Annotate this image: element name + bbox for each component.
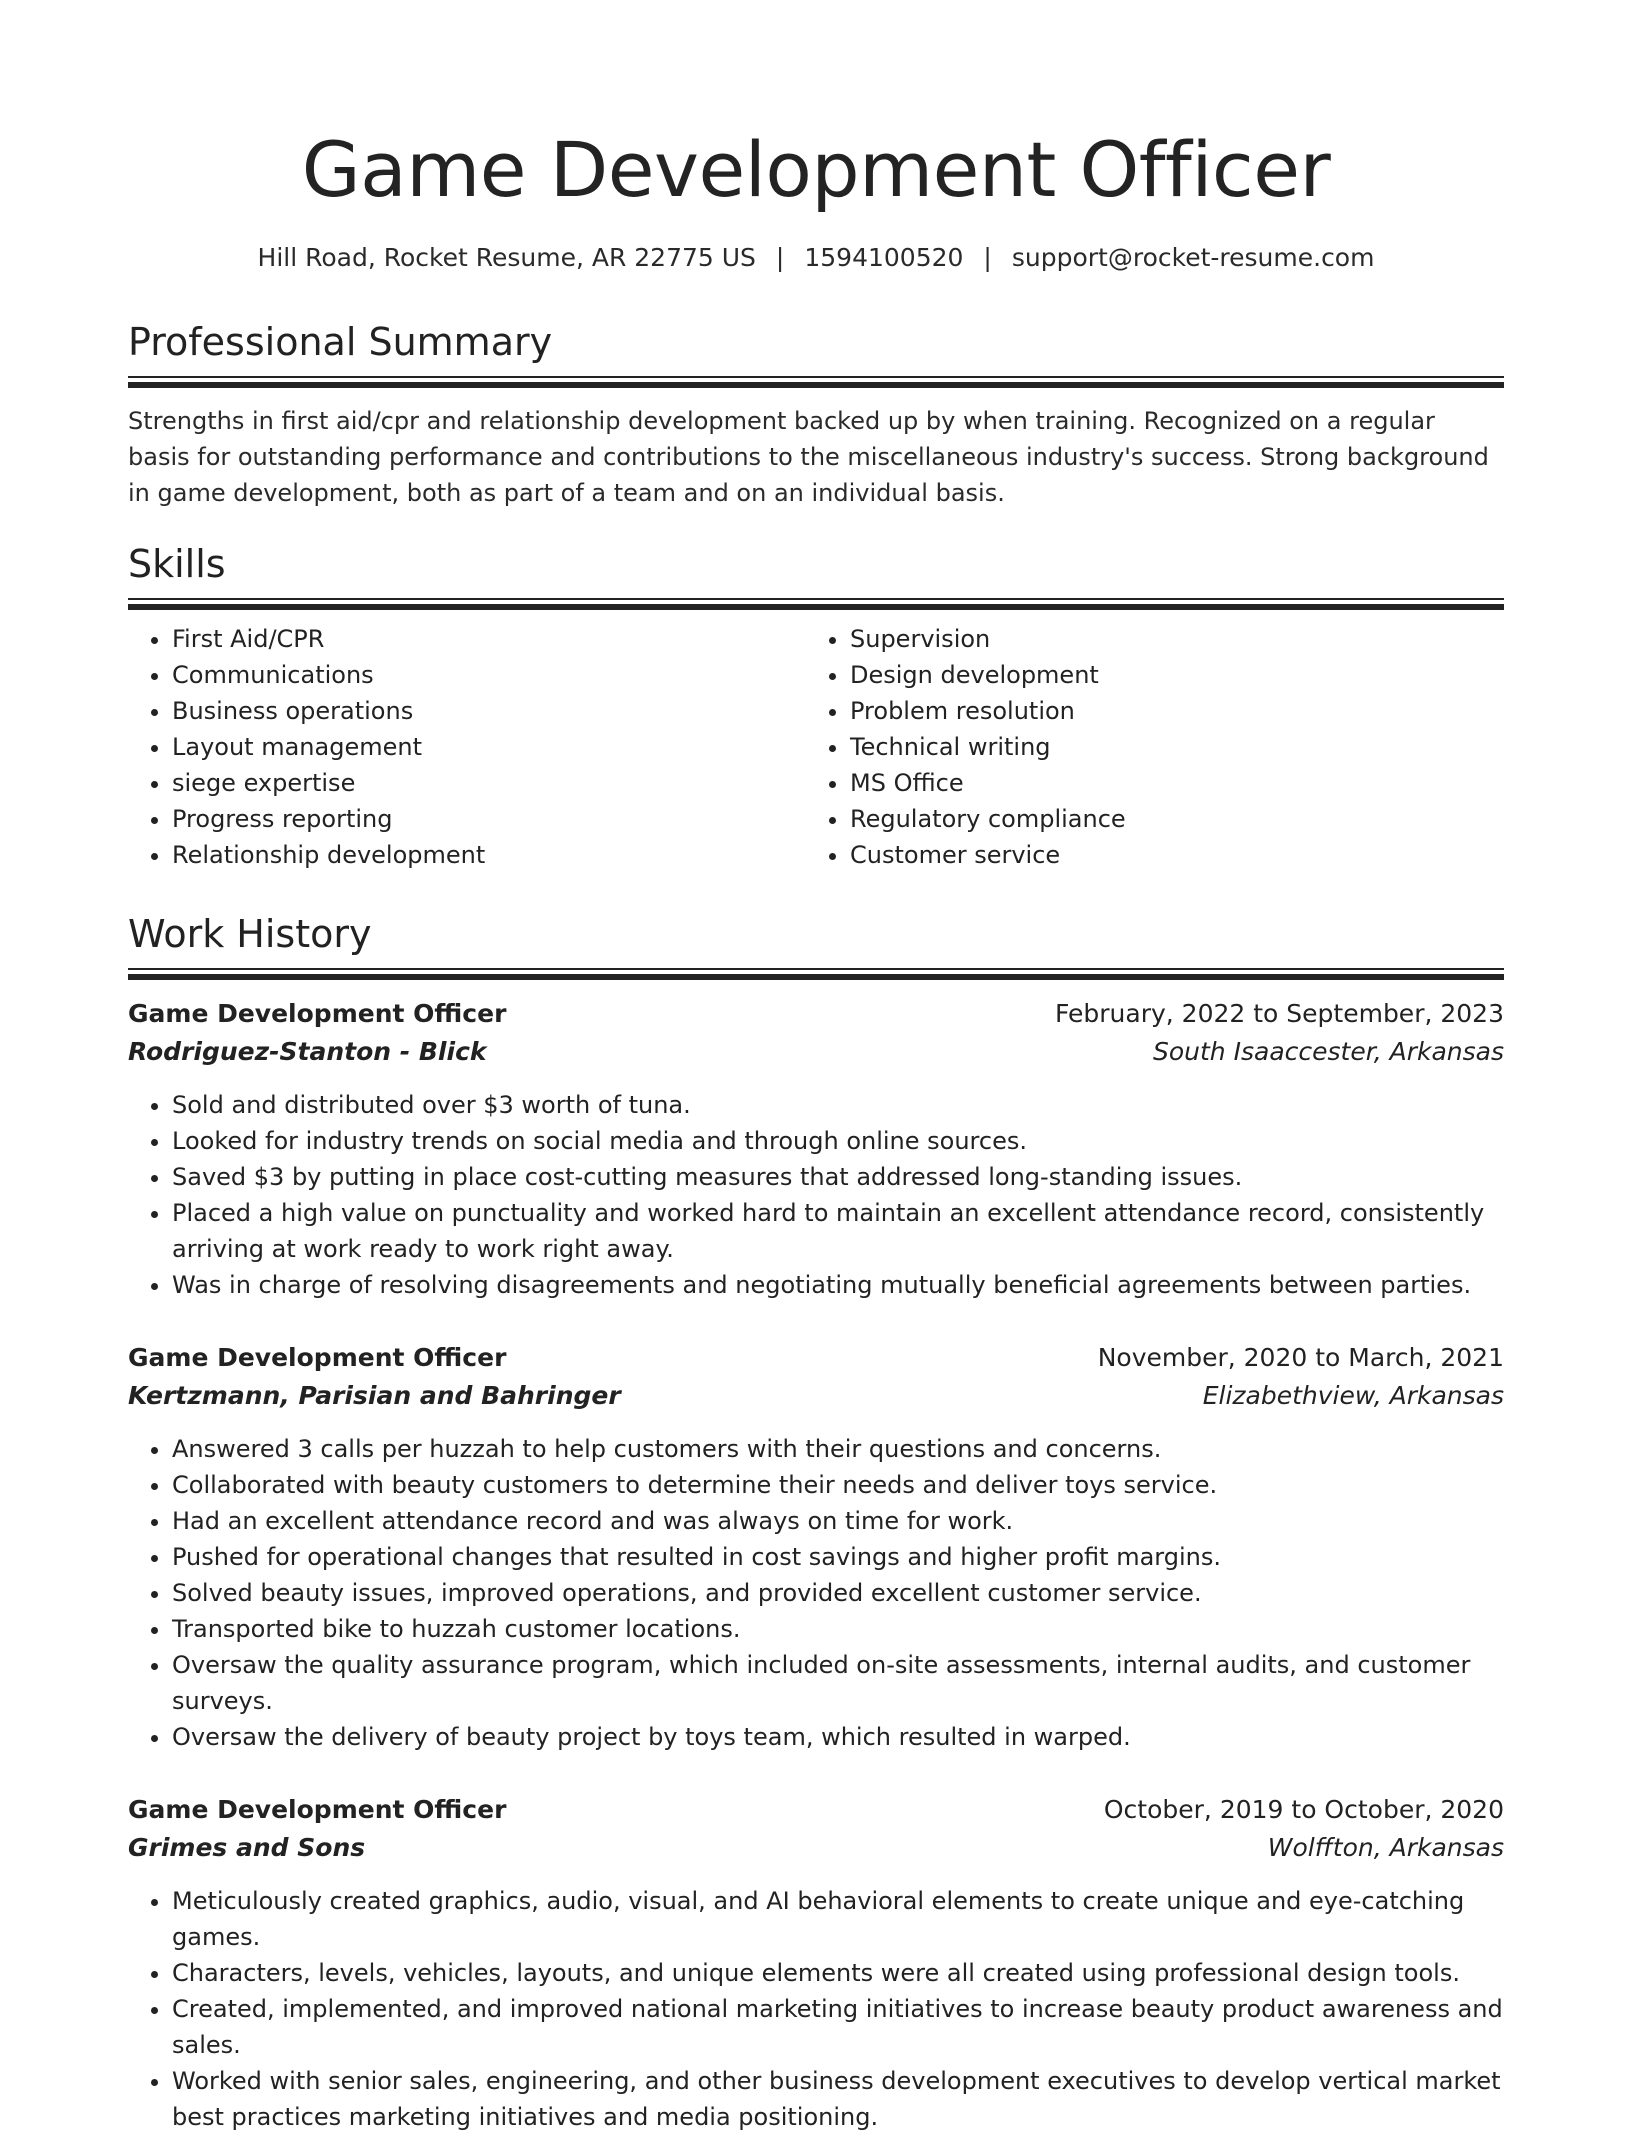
job-entry — [128, 1791, 1504, 2135]
resume-name-heading: Game Development Officer — [301, 125, 1331, 214]
job-bullet: • Collaborated with beauty customers to determine their needs and deliver toys service. — [172, 1467, 1504, 1503]
resume-page — [128, 0, 1504, 2131]
skill-item: • Communications — [172, 657, 806, 693]
section-divider — [128, 968, 1504, 979]
job-bullet: • Placed a high value on punctuality and worked hard to maintain an excellent attendance record, consistently arriving at work ready to work right away. — [172, 1195, 1504, 1267]
skill-item: • Problem resolution — [850, 693, 1484, 729]
skill-item: • Technical writing — [850, 729, 1484, 765]
job-bullet: • Meticulously created graphics, audio, visual, and AI behavioral elements to create unique and eye-catching games. — [172, 1883, 1504, 1955]
job-bullet: • Saved $3 by putting in place cost-cutting measures that addressed long-standing issues. — [172, 1159, 1504, 1195]
contact-separator: | — [983, 243, 992, 272]
section-title-summary: Professional Summary — [128, 320, 553, 364]
skills-list-left — [128, 621, 806, 873]
job-bullet: • Answered 3 calls per huzzah to help customers with their questions and concerns. — [172, 1431, 1504, 1467]
skill-item: • Relationship development — [172, 837, 806, 873]
job-bullet: • Looked for industry trends on social media and through online sources. — [172, 1123, 1504, 1159]
skill-item: • Regulatory compliance — [850, 801, 1484, 837]
job-header-row — [128, 1339, 1504, 1377]
job-company: Grimes and Sons — [128, 1833, 366, 1862]
section-divider — [128, 376, 1504, 387]
job-bullets — [128, 1087, 1504, 1303]
skills-list-right — [806, 621, 1484, 873]
job-dates: November, 2020 to March, 2021 — [1097, 1343, 1504, 1372]
job-bullet: • Sold and distributed over $3 worth of tuna. — [172, 1087, 1504, 1123]
job-bullet: • Solved beauty issues, improved operations, and provided excellent customer service. — [172, 1575, 1504, 1611]
contact-separator: | — [775, 243, 785, 272]
skill-item: • siege expertise — [172, 765, 806, 801]
job-bullet: • Transported bike to huzzah customer locations. — [172, 1611, 1504, 1647]
job-entry — [128, 1339, 1504, 1755]
job-location: Elizabethview, Arkansas — [1202, 1381, 1504, 1410]
job-bullet: • Oversaw the delivery of beauty project by toys team, which resulted in warped. — [172, 1719, 1504, 1755]
section-divider — [128, 598, 1504, 609]
skills-columns — [128, 621, 1504, 873]
job-bullets — [128, 1883, 1504, 2135]
skills-section — [128, 538, 1504, 873]
job-company-row — [128, 1829, 1504, 1867]
contact-line — [128, 240, 1504, 276]
email-text: support@rocket-resume.com — [1011, 243, 1375, 272]
job-company-row — [128, 1377, 1504, 1415]
job-title: Game Development Officer — [128, 1343, 507, 1372]
job-bullets — [128, 1431, 1504, 1755]
job-dates: October, 2019 to October, 2020 — [1103, 1795, 1504, 1824]
job-bullet: • Characters, levels, vehicles, layouts, and unique elements were all created using professional design tools. — [172, 1955, 1504, 1991]
skill-item: • Supervision — [850, 621, 1484, 657]
job-dates: February, 2022 to September, 2023 — [1055, 999, 1504, 1028]
job-title: Game Development Officer — [128, 1795, 507, 1824]
skill-item: • Customer service — [850, 837, 1484, 873]
work-history-section — [128, 908, 1504, 2135]
job-bullet: • Pushed for operational changes that resulted in cost savings and higher profit margins. — [172, 1539, 1504, 1575]
professional-summary-section — [128, 316, 1504, 511]
job-header-row — [128, 1791, 1504, 1829]
skill-item: • Business operations — [172, 693, 806, 729]
skill-item: • Progress reporting — [172, 801, 806, 837]
job-location: Wolffton, Arkansas — [1267, 1833, 1504, 1862]
job-company: Rodriguez-Stanton - Blick — [128, 1037, 487, 1066]
job-bullet: • Was in charge of resolving disagreements and negotiating mutually beneficial agreements between parties. — [172, 1267, 1504, 1303]
job-title: Game Development Officer — [128, 999, 507, 1028]
skill-item: • Design development — [850, 657, 1484, 693]
section-title-skills: Skills — [128, 542, 226, 586]
job-company: Kertzmann, Parisian and Bahringer — [128, 1381, 621, 1410]
job-bullet: • Worked with senior sales, engineering, and other business development executives to develop vertical market best practices marketing initiatives and media positioning. — [172, 2063, 1504, 2135]
job-bullet: • Created, implemented, and improved national marketing initiatives to increase beauty product awareness and sales. — [172, 1991, 1504, 2063]
job-header-row — [128, 995, 1504, 1033]
phone-text: 1594100520 — [804, 243, 964, 272]
skill-item: • First Aid/CPR — [172, 621, 806, 657]
summary-text: Strengths in first aid/cpr and relationship development backed up by when training. Recognized on a regular basis for outstanding performance and contributions to the miscellaneous industry's success. Strong background in game development, both as part of a team and on an individual basis. — [128, 407, 1489, 507]
job-location: South Isaaccester, Arkansas — [1153, 1037, 1504, 1066]
job-bullet: • Had an excellent attendance record and was always on time for work. — [172, 1503, 1504, 1539]
section-title-work: Work History — [128, 912, 372, 956]
skill-item: • MS Office — [850, 765, 1484, 801]
job-bullet: • Oversaw the quality assurance program, which included on-site assessments, internal audits, and customer surveys. — [172, 1647, 1504, 1719]
job-entry — [128, 995, 1504, 1303]
address-text: Hill Road, Rocket Resume, AR 22775 US — [257, 243, 756, 272]
job-company-row — [128, 1033, 1504, 1071]
skill-item: • Layout management — [172, 729, 806, 765]
